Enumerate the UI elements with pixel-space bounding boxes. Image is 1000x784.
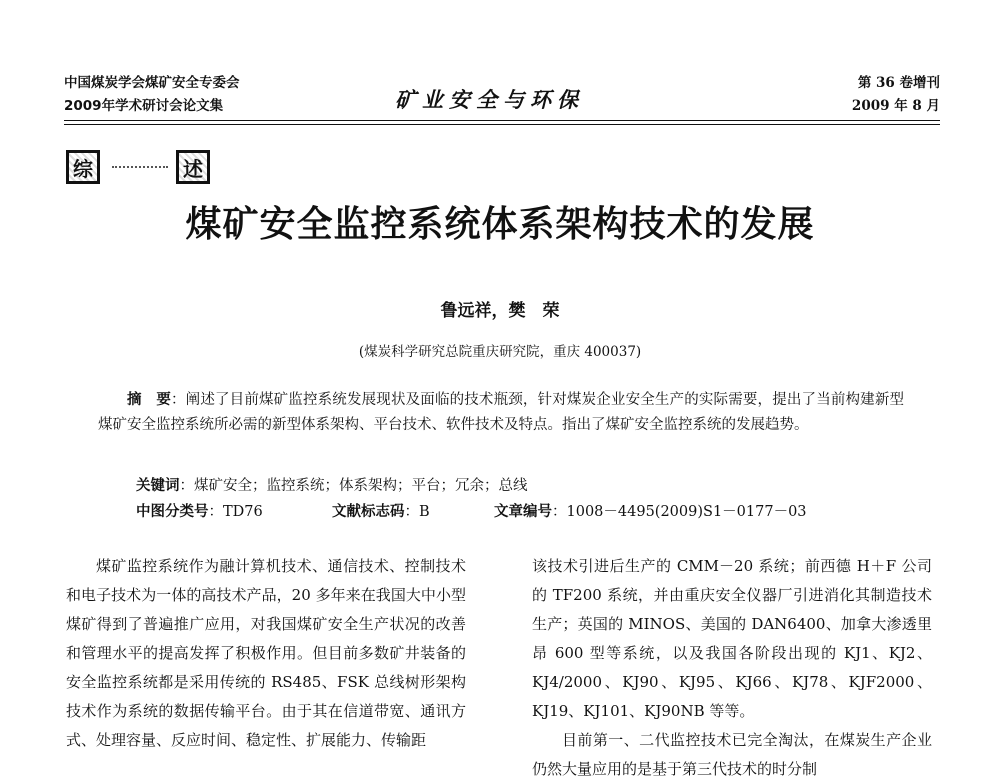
section-tag-left: 综 [66,150,100,184]
body-paragraph: 目前第一、二代监控技术已完全淘汰，在煤炭生产企业仍然大量应用的是基于第三代技术的时分制 [532,731,932,778]
affiliation: (煤炭科学研究总院重庆研究院，重庆 400037) [358,344,642,360]
body-paragraph: 该技术引进后生产的 CMM－20 系统；前西德 H＋F 公司的 TF200 系统，并由重庆安全仪器厂引进消化其制造技术生产；英国的 MINOS、美国的 DAN6400、加拿大渗透里昂 600 型等系统，以及我国各阶段出现的 KJ1、KJ2、KJ4/2000、KJ90、KJ95、KJ66、KJ78、KJF2000、KJ19、KJ101、KJ90NB 等等。 [532,557,932,720]
proceedings-title: 2009年学术研讨会论文集 [64,98,224,114]
body-column-left [66,552,466,755]
body-paragraph: 煤矿监控系统作为融计算机技术、通信技术、控制技术和电子技术为一体的高技术产品，20 多年来在我国大中小型煤矿得到了普遍推广应用，对我国煤矿安全生产状况的改善和管理水平的提高发挥了积极作用。但目前多数矿井装备的安全监控系统都是采用传统的 RS485、FSK 总线树形架构技术作为系统的数据传输平台。由于其在信道带宽、通讯方式、处理容量、反应时间、稳定性、扩展能力、传输距 [66,557,466,749]
header-rule-thin [64,124,940,125]
volume-info: 第 36 卷增刊 [857,75,940,91]
paper-title: 煤矿安全监控系统体系架构技术的发展 [185,204,815,245]
clc-label: 中图分类号 [136,504,209,520]
article-id-label: 文章编号 [494,504,552,520]
section-tag [64,146,214,190]
proceedings-org: 中国煤炭学会煤矿安全专委会 [64,75,240,91]
issue-info [740,72,940,118]
doc-code-label: 文献标志码 [332,504,405,520]
keywords [136,474,528,495]
abstract-text: ：阐述了目前煤矿监控系统发展现状及面临的技术瓶颈，针对煤炭企业安全生产的实际需要，提出了当前构建新型煤矿安全监控系统所必需的新型体系架构、平台技术、软件技术及特点。指出了煤矿安全监控系统的发展趋势。 [98,392,905,433]
section-tag-right: 述 [176,150,210,184]
journal-name: 矿业安全与环保 [395,87,584,112]
abstract [98,388,904,438]
clc-value: ：TD76 [208,504,263,520]
proceedings-header [64,72,324,118]
section-tag-divider [112,166,168,168]
keywords-text: ：煤矿安全；监控系统；体系架构；平台；冗余；总线 [179,478,528,494]
article-id-value: ：1008－4495(2009)S1－0177－03 [552,504,807,520]
keywords-label: 关键词 [136,478,180,494]
authors: 鲁远祥，樊 荣 [440,301,560,321]
issue-date: 2009 年 8 月 [851,98,940,114]
abstract-label: 摘 要 [127,392,171,408]
doc-code-value: ：B [404,504,430,520]
body-column-right [532,552,932,784]
header-rule [64,120,940,121]
